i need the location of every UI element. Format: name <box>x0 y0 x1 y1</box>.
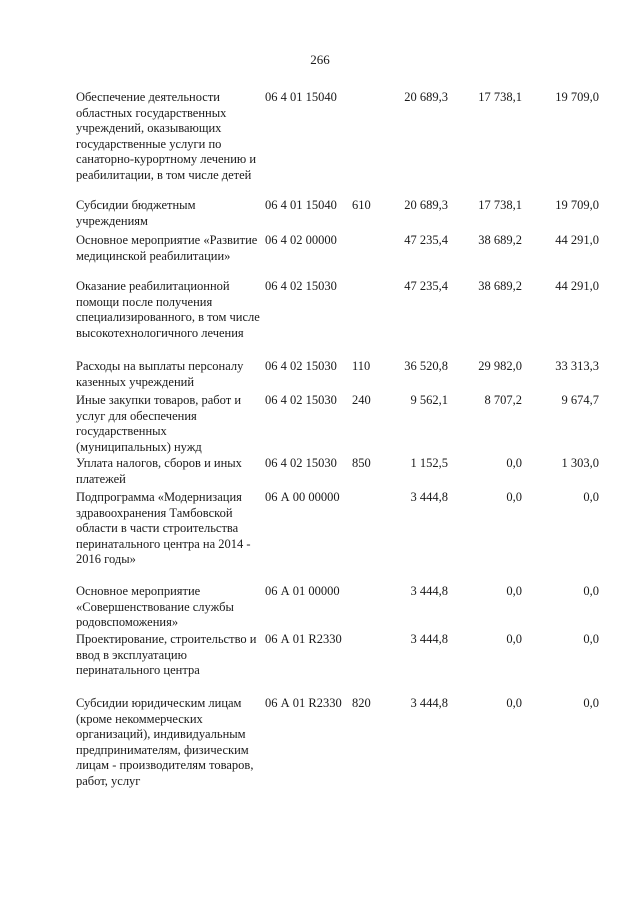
row-amount-3: 44 291,0 <box>555 233 599 247</box>
row-amount-2: 8 707,2 <box>484 393 522 407</box>
row-amount-3: 44 291,0 <box>555 279 599 293</box>
row-amount-3: 0,0 <box>583 490 599 504</box>
row-amount-1: 3 444,8 <box>410 632 448 646</box>
row-name: Обеспечение деятельности областных государственных учреждений, оказывающих государственные услуги по санаторно-курортному лечению и реабилитации, в том числе детей <box>76 90 257 182</box>
row-amount-1: 3 444,8 <box>410 490 448 504</box>
row-code: 06 А 00 00000 <box>265 490 340 504</box>
row-amount-1: 20 689,3 <box>404 198 448 212</box>
row-name: Подпрограмма «Модернизация здравоохранения Тамбовской области в части строительства перинатального центра на 2014 - 2016 годы» <box>76 490 251 567</box>
row-name: Оказание реабилитационной помощи после получения специализированного, в том числе высокотехнологичного лечения <box>76 279 260 340</box>
row-amount-2: 38 689,2 <box>478 279 522 293</box>
row-name: Основное мероприятие «Совершенствование службы родовспоможения» <box>76 584 234 630</box>
row-amount-3: 1 303,0 <box>561 456 599 470</box>
row-code: 06 А 01 R2330 <box>265 632 342 646</box>
row-code: 06 4 02 15030 <box>265 359 337 373</box>
row-amount-3: 0,0 <box>583 632 599 646</box>
row-amount-1: 9 562,1 <box>410 393 448 407</box>
row-amount-1: 47 235,4 <box>404 233 448 247</box>
row-amount-3: 33 313,3 <box>555 359 599 373</box>
row-amount-1: 3 444,8 <box>410 696 448 710</box>
row-amount-2: 38 689,2 <box>478 233 522 247</box>
row-expense-type: 850 <box>352 456 371 470</box>
row-name: Уплата налогов, сборов и иных платежей <box>76 456 242 486</box>
row-code: 06 4 02 15030 <box>265 279 337 293</box>
row-amount-2: 0,0 <box>506 456 522 470</box>
row-code: 06 4 02 15030 <box>265 393 337 407</box>
row-expense-type: 240 <box>352 393 371 407</box>
row-name: Проектирование, строительство и ввод в эксплуатацию перинатального центра <box>76 632 257 678</box>
row-code: 06 4 01 15040 <box>265 90 337 104</box>
row-code: 06 4 02 00000 <box>265 233 337 247</box>
row-name: Иные закупки товаров, работ и услуг для обеспечения государственных (муниципальных) нужд <box>76 393 242 454</box>
row-amount-3: 19 709,0 <box>555 198 599 212</box>
row-expense-type: 110 <box>352 359 371 373</box>
row-name: Субсидии юридическим лицам (кроме некоммерческих организаций), индивидуальным предпринимателям, физическим лицам - производителям товаров, работ, услуг <box>76 696 254 788</box>
row-amount-3: 0,0 <box>583 584 599 598</box>
row-amount-1: 36 520,8 <box>404 359 448 373</box>
row-amount-1: 20 689,3 <box>404 90 448 104</box>
row-amount-3: 9 674,7 <box>561 393 599 407</box>
row-code: 06 4 02 15030 <box>265 456 337 470</box>
row-amount-2: 17 738,1 <box>478 90 522 104</box>
row-amount-3: 0,0 <box>583 696 599 710</box>
page-number: 266 <box>310 52 330 67</box>
row-amount-3: 19 709,0 <box>555 90 599 104</box>
row-code: 06 А 01 00000 <box>265 584 340 598</box>
row-amount-2: 0,0 <box>506 696 522 710</box>
row-expense-type: 610 <box>352 198 371 212</box>
row-amount-2: 29 982,0 <box>478 359 522 373</box>
row-amount-1: 1 152,5 <box>410 456 448 470</box>
row-amount-1: 3 444,8 <box>410 584 448 598</box>
row-name: Расходы на выплаты персоналу казенных учреждений <box>76 359 244 389</box>
row-code: 06 А 01 R2330 <box>265 696 342 710</box>
row-amount-2: 0,0 <box>506 490 522 504</box>
row-name: Субсидии бюджетным учреждениям <box>76 198 196 228</box>
row-amount-1: 47 235,4 <box>404 279 448 293</box>
row-amount-2: 17 738,1 <box>478 198 522 212</box>
row-name: Основное мероприятие «Развитие медицинской реабилитации» <box>76 233 258 263</box>
row-amount-2: 0,0 <box>506 584 522 598</box>
row-amount-2: 0,0 <box>506 632 522 646</box>
row-code: 06 4 01 15040 <box>265 198 337 212</box>
row-expense-type: 820 <box>352 696 371 710</box>
